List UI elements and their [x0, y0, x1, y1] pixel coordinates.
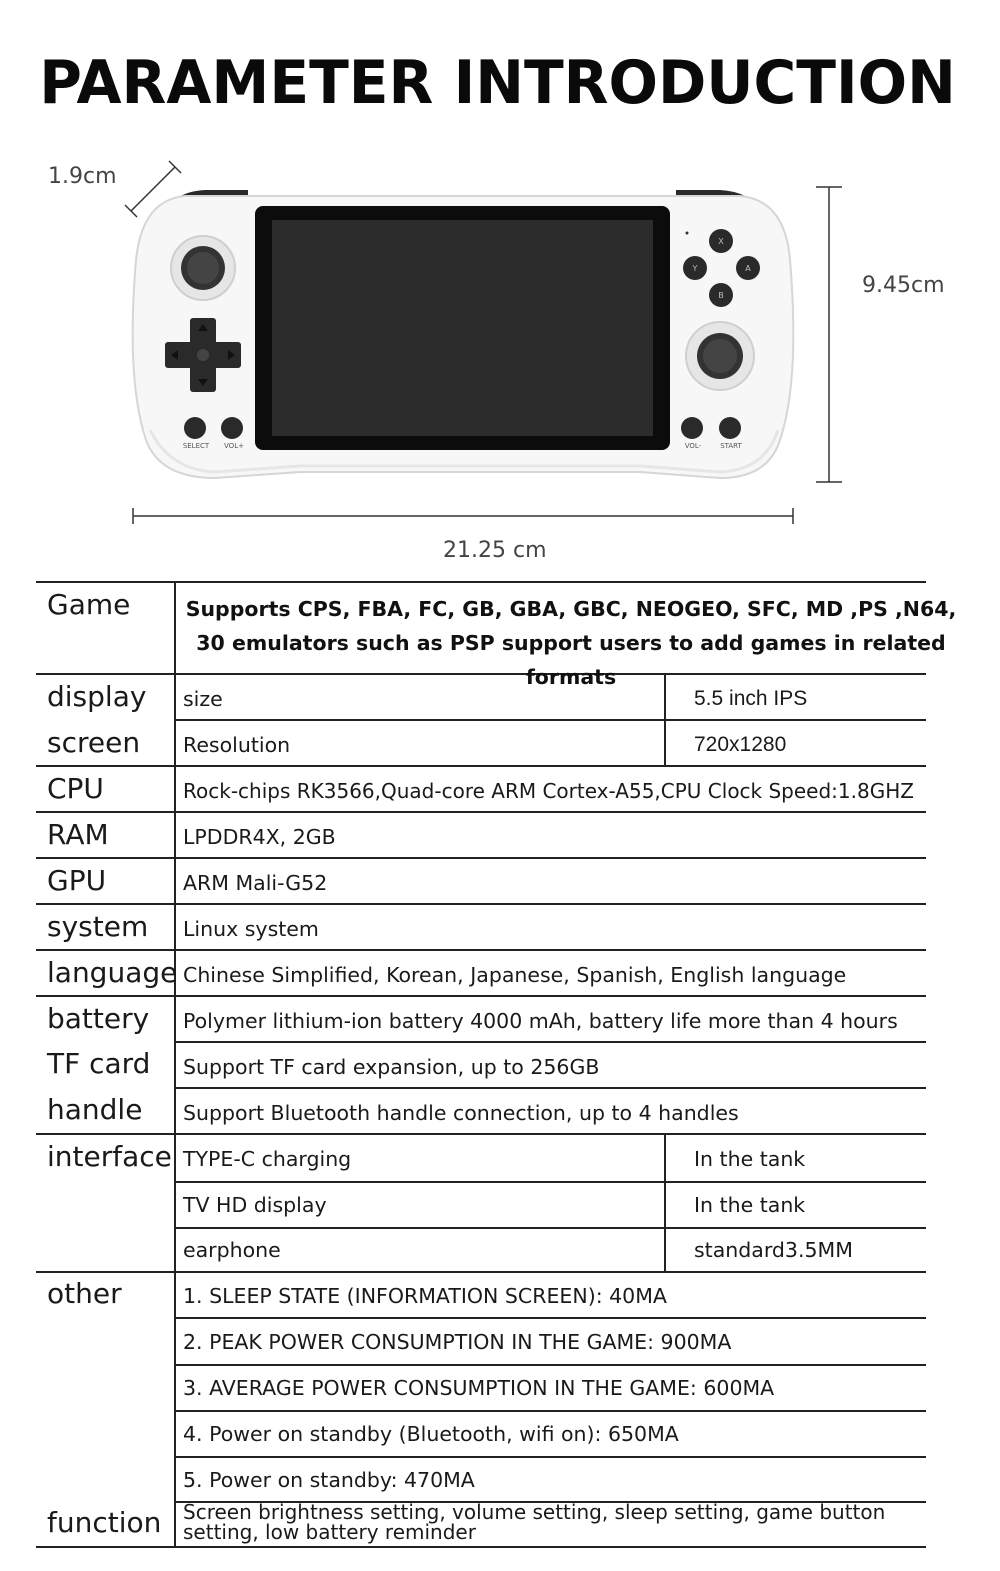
gpu-label: GPU: [47, 864, 107, 897]
tfcard-label: TF card: [47, 1047, 151, 1080]
other-label: other: [47, 1277, 122, 1310]
interface-typec-value: In the tank: [694, 1147, 806, 1171]
interface-tv-value: In the tank: [694, 1193, 806, 1217]
width-dimension-line: [133, 508, 793, 524]
battery-value: Polymer lithium-ion battery 4000 mAh, battery life more than 4 hours: [183, 1009, 898, 1033]
game-support-line2: 30 emulators such as PSP support users to add games in related formats: [196, 631, 946, 689]
screen-display: [272, 220, 653, 436]
y-button-label: Y: [692, 264, 698, 273]
language-label: language: [47, 956, 178, 989]
cpu-label: CPU: [47, 772, 104, 805]
game-label: Game: [47, 588, 131, 621]
ram-label: RAM: [47, 818, 109, 851]
function-value-line1: Screen brightness setting, volume setting, sleep setting, game button: [183, 1500, 886, 1524]
interface-typec-key: TYPE-C charging: [183, 1147, 352, 1171]
handheld-console-illustration: [0, 150, 1000, 530]
other-item: 3. AVERAGE POWER CONSUMPTION IN THE GAME: 600MA: [183, 1376, 775, 1400]
select-label: SELECT: [182, 442, 210, 450]
vol-minus-label: VOL-: [684, 442, 702, 450]
function-label: function: [47, 1506, 162, 1539]
ram-value: LPDDR4X, 2GB: [183, 825, 336, 849]
cpu-value: Rock-chips RK3566,Quad-core ARM Cortex-A55,CPU Clock Speed:1.8GHZ: [183, 779, 914, 803]
interface-tv-key: TV HD display: [183, 1193, 327, 1217]
a-button-label: A: [745, 264, 751, 273]
width-label: 21.25 cm: [443, 538, 547, 563]
display-resolution-key: Resolution: [183, 733, 291, 757]
display-size-value: 5.5 inch IPS: [694, 687, 808, 710]
select-button: [184, 417, 206, 439]
interface-earphone-value: standard3.5MM: [694, 1238, 853, 1262]
start-label: START: [720, 442, 742, 450]
display-label: display: [47, 680, 147, 713]
interface-label: interface: [47, 1140, 172, 1173]
height-dimension-line: [816, 187, 842, 482]
other-item: 2. PEAK POWER CONSUMPTION IN THE GAME: 900MA: [183, 1330, 732, 1354]
display-resolution-value: 720x1280: [694, 733, 787, 756]
game-support-line1: Supports CPS, FBA, FC, GB, GBA, GBC, NEOGEO, SFC, MD ,PS ,N64,: [185, 597, 957, 621]
system-label: system: [47, 910, 149, 943]
battery-label: battery: [47, 1002, 150, 1035]
other-item: 5. Power on standby: 470MA: [183, 1468, 475, 1492]
display-size-key: size: [183, 687, 223, 711]
screen-label: screen: [47, 726, 141, 759]
vol-minus-button: [681, 417, 703, 439]
interface-earphone-key: earphone: [183, 1238, 281, 1262]
page-title: PARAMETER INTRODUCTION: [39, 48, 956, 118]
start-button: [719, 417, 741, 439]
handle-label: handle: [47, 1093, 143, 1126]
other-item: 4. Power on standby (Bluetooth, wifi on): 650MA: [183, 1422, 679, 1446]
vol-plus-label: VOL+: [224, 442, 244, 450]
x-button-label: X: [718, 237, 724, 246]
thickness-label: 1.9cm: [48, 164, 117, 189]
function-value-line2: setting, low battery reminder: [183, 1520, 476, 1544]
gpu-value: ARM Mali-G52: [183, 871, 328, 895]
tfcard-value: Support TF card expansion, up to 256GB: [183, 1055, 600, 1079]
vol-plus-button: [221, 417, 243, 439]
system-value: Linux system: [183, 917, 319, 941]
other-item: 1. SLEEP STATE (INFORMATION SCREEN): 40MA: [183, 1284, 667, 1308]
language-value: Chinese Simplified, Korean, Japanese, Spanish, English language: [183, 963, 847, 987]
height-label: 9.45cm: [862, 273, 945, 298]
b-button-label: B: [718, 291, 724, 300]
handle-value: Support Bluetooth handle connection, up to 4 handles: [183, 1101, 739, 1125]
